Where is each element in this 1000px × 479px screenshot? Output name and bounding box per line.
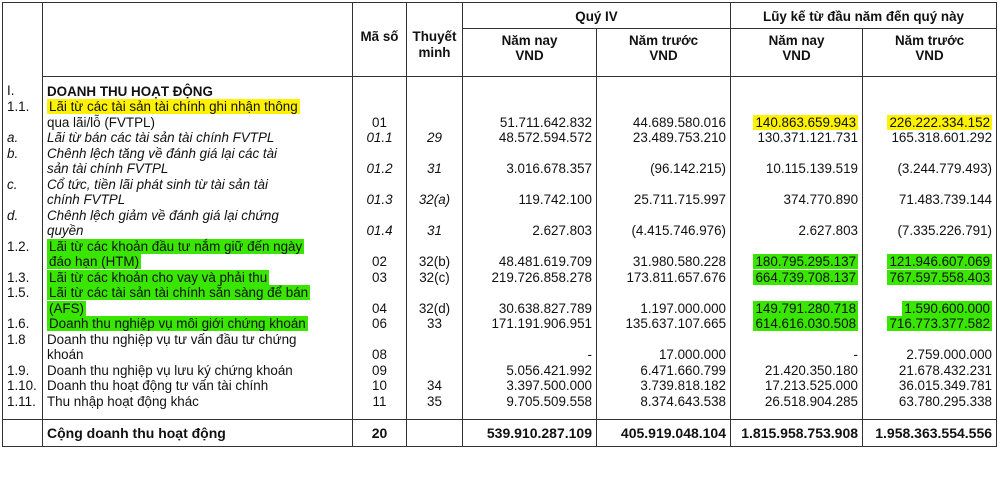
row-value-y-now: 130.371.121.731: [731, 130, 863, 146]
row-value-y-prev: 121.946.607.069: [863, 239, 997, 270]
ytd-prior-year-unit: VND: [863, 48, 997, 76]
table-row: [3, 130, 997, 146]
row-code: 11: [353, 394, 407, 410]
row-value-y-prev: 21.678.432.231: [863, 363, 997, 379]
table-row: [3, 285, 997, 316]
total-row: [3, 420, 997, 447]
row-code: 10: [353, 378, 407, 394]
row-label-line1: Doanh thu nghiệp vụ tư vấn đầu tư chứng: [47, 331, 297, 347]
row-label: [43, 130, 353, 146]
table-body: [3, 76, 997, 446]
ytd-this-year-unit: VND: [731, 48, 863, 76]
row-value-y-prev: 71.483.739.144: [863, 177, 997, 208]
row-note: 32(c): [407, 270, 463, 286]
row-label: [43, 285, 353, 316]
q4-this-year-unit: VND: [463, 48, 597, 76]
row-label-line1: Lãi từ các tài sản tài chính sẵn sàng để bán: [49, 285, 309, 300]
row-code: 01: [353, 99, 407, 130]
row-value-q-prev: 44.689.580.016: [597, 99, 731, 130]
row-label: [43, 378, 353, 394]
col-code-header: Mã số: [353, 3, 407, 77]
row-value-q-prev: 31.980.580.228: [597, 239, 731, 270]
table-row: [3, 99, 997, 130]
row-value-y-now: 26.518.904.285: [731, 394, 863, 410]
row-value-q-prev: (96.142.215): [597, 146, 731, 177]
ytd-group-header: Lũy kế từ đầu năm đến quý này: [731, 3, 997, 29]
table-row: [3, 208, 997, 239]
row-label-line2: đáo hạn (HTM): [49, 254, 140, 269]
section-title: DOANH THU HOẠT ĐỘNG: [43, 76, 353, 99]
row-label-line2: qua lãi/lỗ (FVTPL): [47, 114, 155, 130]
revenue-table: [2, 2, 997, 447]
row-number: 1.3.: [3, 270, 43, 286]
row-code: 01.2: [353, 146, 407, 177]
row-note: 33: [407, 316, 463, 332]
q4-prior-year-header: Năm trước: [597, 28, 731, 48]
col-note-header: Thuyết minh: [407, 3, 463, 77]
row-value-q-prev: 3.739.818.182: [597, 378, 731, 394]
row-value-y-now: 17.213.525.000: [731, 378, 863, 394]
row-note: [407, 332, 463, 363]
table-row: [3, 316, 997, 332]
row-value-q-prev: 8.374.643.538: [597, 394, 731, 410]
row-value-y-now: 10.115.139.519: [731, 146, 863, 177]
row-label: [43, 177, 353, 208]
row-value-y-prev: 165.318.601.292: [863, 130, 997, 146]
row-note: 32(d): [407, 285, 463, 316]
row-label-line1: Chênh lệch giảm về đánh giá lại chứng: [47, 207, 279, 223]
row-value-y-prev: 226.222.334.152: [863, 99, 997, 130]
row-value-q-now: 3.016.678.357: [463, 146, 597, 177]
row-value-q-prev: 1.197.000.000: [597, 285, 731, 316]
row-value-q-prev: 17.000.000: [597, 332, 731, 363]
row-number: 1.8: [3, 332, 43, 363]
row-number: c.: [3, 177, 43, 208]
row-number: 1.1.: [3, 99, 43, 130]
row-value-y-now: 664.739.708.137: [731, 270, 863, 286]
section-row: [3, 76, 997, 99]
row-number: 1.6.: [3, 316, 43, 332]
row-code: 01.1: [353, 130, 407, 146]
q4-this-year-header: Năm nay: [463, 28, 597, 48]
row-value-y-prev: (3.244.779.493): [863, 146, 997, 177]
row-label: [43, 332, 353, 363]
row-note: [407, 99, 463, 130]
table-row: [3, 239, 997, 270]
row-label: [43, 316, 353, 332]
row-label-line2: sản tài chính FVTPL: [47, 161, 169, 176]
row-value-y-prev: 2.759.000.000: [863, 332, 997, 363]
row-value-q-now: 30.638.827.789: [463, 285, 597, 316]
row-value-y-now: -: [731, 332, 863, 363]
row-note: 34: [407, 378, 463, 394]
row-label-line2: khoán: [47, 347, 84, 362]
row-code: 09: [353, 363, 407, 379]
q4-group-header: Quý IV: [463, 3, 731, 29]
table-row: [3, 177, 997, 208]
ytd-prior-year-header: Năm trước: [863, 28, 997, 48]
row-label-line1: Lãi từ bán các tài sản tài chính FVTPL: [47, 130, 275, 145]
row-number: 1.11.: [3, 394, 43, 410]
row-label-line1: Doanh thu nghiệp vụ lưu ký chứng khoán: [47, 362, 293, 378]
row-value-y-prev: 716.773.377.582: [863, 316, 997, 332]
row-number: 1.10.: [3, 378, 43, 394]
row-code: 06: [353, 316, 407, 332]
table-row: [3, 332, 997, 363]
row-value-q-now: 48.572.594.572: [463, 130, 597, 146]
row-note: 35: [407, 394, 463, 410]
row-value-q-prev: 135.637.107.665: [597, 316, 731, 332]
row-value-q-now: 3.397.500.000: [463, 378, 597, 394]
row-number: b.: [3, 146, 43, 177]
row-value-y-prev: 1.590.600.000: [863, 285, 997, 316]
row-value-y-now: 2.627.803: [731, 208, 863, 239]
row-label-line1: Chênh lệch tăng về đánh giá lại các tài: [47, 145, 278, 161]
row-value-q-now: 9.705.509.558: [463, 394, 597, 410]
total-blank: [3, 420, 43, 447]
row-note: 31: [407, 208, 463, 239]
row-label-line1: Cổ tức, tiền lãi phát sinh từ tài sản tài: [47, 176, 268, 192]
row-number: d.: [3, 208, 43, 239]
row-code: 08: [353, 332, 407, 363]
table-header: [3, 3, 997, 77]
total-code: 20: [353, 420, 407, 447]
row-note: 29: [407, 130, 463, 146]
row-code: 03: [353, 270, 407, 286]
row-label-line1: Lãi từ các khoản đầu tư nắm giữ đến ngày: [49, 238, 303, 254]
row-code: 01.4: [353, 208, 407, 239]
ytd-this-year-header: Năm nay: [731, 28, 863, 48]
row-value-y-prev: (7.335.226.791): [863, 208, 997, 239]
row-value-q-prev: 6.471.660.799: [597, 363, 731, 379]
row-value-y-prev: 63.780.295.338: [863, 394, 997, 410]
total-y-prev: 1.958.363.554.556: [863, 420, 997, 447]
table-row: [3, 394, 997, 410]
section-number: I.: [3, 76, 43, 99]
row-label-line2: (AFS): [49, 300, 84, 316]
row-label: [43, 208, 353, 239]
total-label: Cộng doanh thu hoạt động: [43, 420, 353, 447]
row-value-q-prev: 25.711.715.997: [597, 177, 731, 208]
row-value-q-prev: (4.415.746.976): [597, 208, 731, 239]
row-label: [43, 394, 353, 410]
table-row: [3, 270, 997, 286]
row-code: 02: [353, 239, 407, 270]
row-value-q-prev: 23.489.753.210: [597, 130, 731, 146]
row-value-y-now: 140.863.659.943: [731, 99, 863, 130]
table-row: [3, 146, 997, 177]
row-value-y-prev: 36.015.349.781: [863, 378, 997, 394]
spacer-row: [3, 409, 997, 420]
row-number: 1.9.: [3, 363, 43, 379]
row-note: [407, 363, 463, 379]
row-code: 01.3: [353, 177, 407, 208]
row-label-line1: Doanh thu nghiệp vụ môi giới chứng khoán: [49, 316, 306, 331]
total-q-now: 539.910.287.109: [463, 420, 597, 447]
row-label-line2: chính FVTPL: [47, 192, 126, 207]
row-value-y-now: 180.795.295.137: [731, 239, 863, 270]
row-code: 04: [353, 285, 407, 316]
row-value-q-prev: 173.811.657.676: [597, 270, 731, 286]
row-note: 32(b): [407, 239, 463, 270]
row-value-y-now: 21.420.350.180: [731, 363, 863, 379]
row-value-q-now: 51.711.642.832: [463, 99, 597, 130]
row-number: 1.2.: [3, 239, 43, 270]
row-label: [43, 146, 353, 177]
row-number: 1.5.: [3, 285, 43, 316]
row-label-line1: Thu nhập hoạt động khác: [47, 393, 199, 409]
row-value-y-prev: 767.597.558.403: [863, 270, 997, 286]
table-row: [3, 378, 997, 394]
table-row: [3, 363, 997, 379]
total-q-prev: 405.919.048.104: [597, 420, 731, 447]
row-value-y-now: 614.616.030.508: [731, 316, 863, 332]
row-label: [43, 239, 353, 270]
row-label-line1: Lãi từ các tài sản tài chính ghi nhận thông: [49, 99, 298, 114]
row-label: [43, 363, 353, 379]
row-label-line1: Doanh thu hoạt động tư vấn tài chính: [47, 378, 269, 393]
row-label: [43, 99, 353, 130]
row-value-q-now: 48.481.619.709: [463, 239, 597, 270]
q4-prior-year-unit: VND: [597, 48, 731, 76]
row-note: 32(a): [407, 177, 463, 208]
row-value-q-now: 2.627.803: [463, 208, 597, 239]
row-value-q-now: 119.742.100: [463, 177, 597, 208]
row-value-y-now: 149.791.280.718: [731, 285, 863, 316]
total-note: [407, 420, 463, 447]
row-value-q-now: -: [463, 332, 597, 363]
total-y-now: 1.815.958.753.908: [731, 420, 863, 447]
row-value-y-now: 374.770.890: [731, 177, 863, 208]
row-value-q-now: 171.191.906.951: [463, 316, 597, 332]
row-note: 31: [407, 146, 463, 177]
row-value-q-now: 219.726.858.278: [463, 270, 597, 286]
row-label: [43, 270, 353, 286]
row-number: a.: [3, 130, 43, 146]
row-value-q-now: 5.056.421.992: [463, 363, 597, 379]
row-label-line1: Lãi từ các khoản cho vay và phải thu: [49, 269, 268, 285]
row-label-line2: quyền: [47, 223, 84, 238]
